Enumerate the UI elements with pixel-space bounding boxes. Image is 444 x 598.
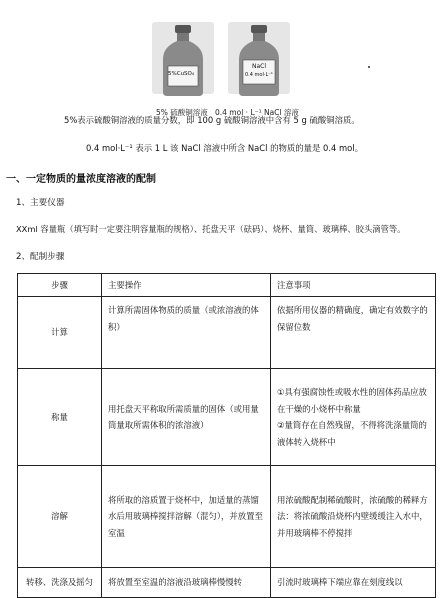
table-row	[18, 369, 436, 466]
bottle-figures	[0, 22, 444, 117]
bottle-label: 5%CuSO₄	[168, 71, 195, 77]
note-text: 用浓硫酸配制稀硫酸时，浓硫酸的稀释方法：将浓硫酸沿烧杯内壁缓缓注入水中，并用玻璃棒不停搅拌	[277, 494, 428, 538]
bottle-label-line1: NaCl	[252, 63, 267, 70]
table-row	[18, 297, 436, 369]
note-text: 依据所用仪器的精确度，确定有效数字的保留位数	[277, 305, 428, 332]
note-text: 引流时玻璃棒下端应靠在刻度线以	[277, 577, 403, 588]
subsection-title: 2、配制步骤	[16, 252, 65, 262]
step-cell: 转移、洗涤及摇匀	[18, 568, 102, 598]
step-cell: 称量	[18, 369, 102, 466]
note-text: ②量筒存在自然残留，不得将洗涤量筒的液体转入烧杯中	[277, 420, 427, 447]
section-title: 一、一定物质的量浓度溶液的配制	[6, 174, 156, 185]
notes-cell	[271, 568, 436, 598]
operation-cell: 计算所需固体物质的质量（或浓溶液的体积）	[102, 297, 271, 369]
column-header: 步骤	[18, 274, 102, 297]
operation-cell: 将所取的溶质置于烧杯中，加适量的蒸馏水后用玻璃棒搅拌溶解（混匀），并放置至室温	[102, 466, 271, 568]
intro-molarity: 0.4 mol·L⁻¹ 表示 1 L 该 NaCl 溶液中所含 NaCl 的物质的量是 0.4 mol。	[86, 143, 364, 153]
table-header-row	[18, 274, 436, 297]
intro-mass-fraction: 5%表示硫酸铜溶液的质量分数，即 100 g 硫酸铜溶液中含有 5 g 硫酸铜溶质。	[64, 115, 360, 125]
step-cell: 计算	[18, 297, 102, 369]
column-header: 注意事项	[271, 274, 436, 297]
operation-cell: 用托盘天平称取所需质量的固体（或用量筒量取所需体积的浓溶液）	[102, 369, 271, 466]
table-row	[18, 568, 436, 598]
column-header: 主要操作	[102, 274, 271, 297]
bottle-caption: 0.4 mol · L⁻¹ NaCl 溶液	[215, 108, 299, 117]
notes-cell	[271, 369, 436, 466]
notes-cell	[271, 297, 436, 369]
bottle-label-line2: 0.4 mol·L⁻¹	[245, 72, 273, 78]
bottle-caption: 5% 硫酸铜溶液	[156, 108, 208, 117]
copper-sulfate-bottle-image	[152, 22, 214, 102]
step-cell: 溶解	[18, 466, 102, 568]
subsection-title: 1、主要仪器	[16, 198, 65, 208]
table-row	[18, 466, 436, 568]
preparation-steps-table	[17, 273, 436, 598]
sodium-chloride-bottle-image	[228, 22, 290, 102]
instruments-text: XXml 容量瓶（填写时一定要注明容量瓶的规格）、托盘天平（砝码）、烧杯、量筒、玻璃棒、胶头滴管等。	[16, 224, 406, 234]
stray-dot	[368, 66, 370, 68]
notes-cell	[271, 466, 436, 568]
operation-cell: 将放置至室温的溶液沿玻璃棒慢慢转	[102, 568, 271, 598]
note-text: ①具有强腐蚀性或吸水性的固体药品应放在干燥的小烧杯中称量	[277, 387, 427, 414]
